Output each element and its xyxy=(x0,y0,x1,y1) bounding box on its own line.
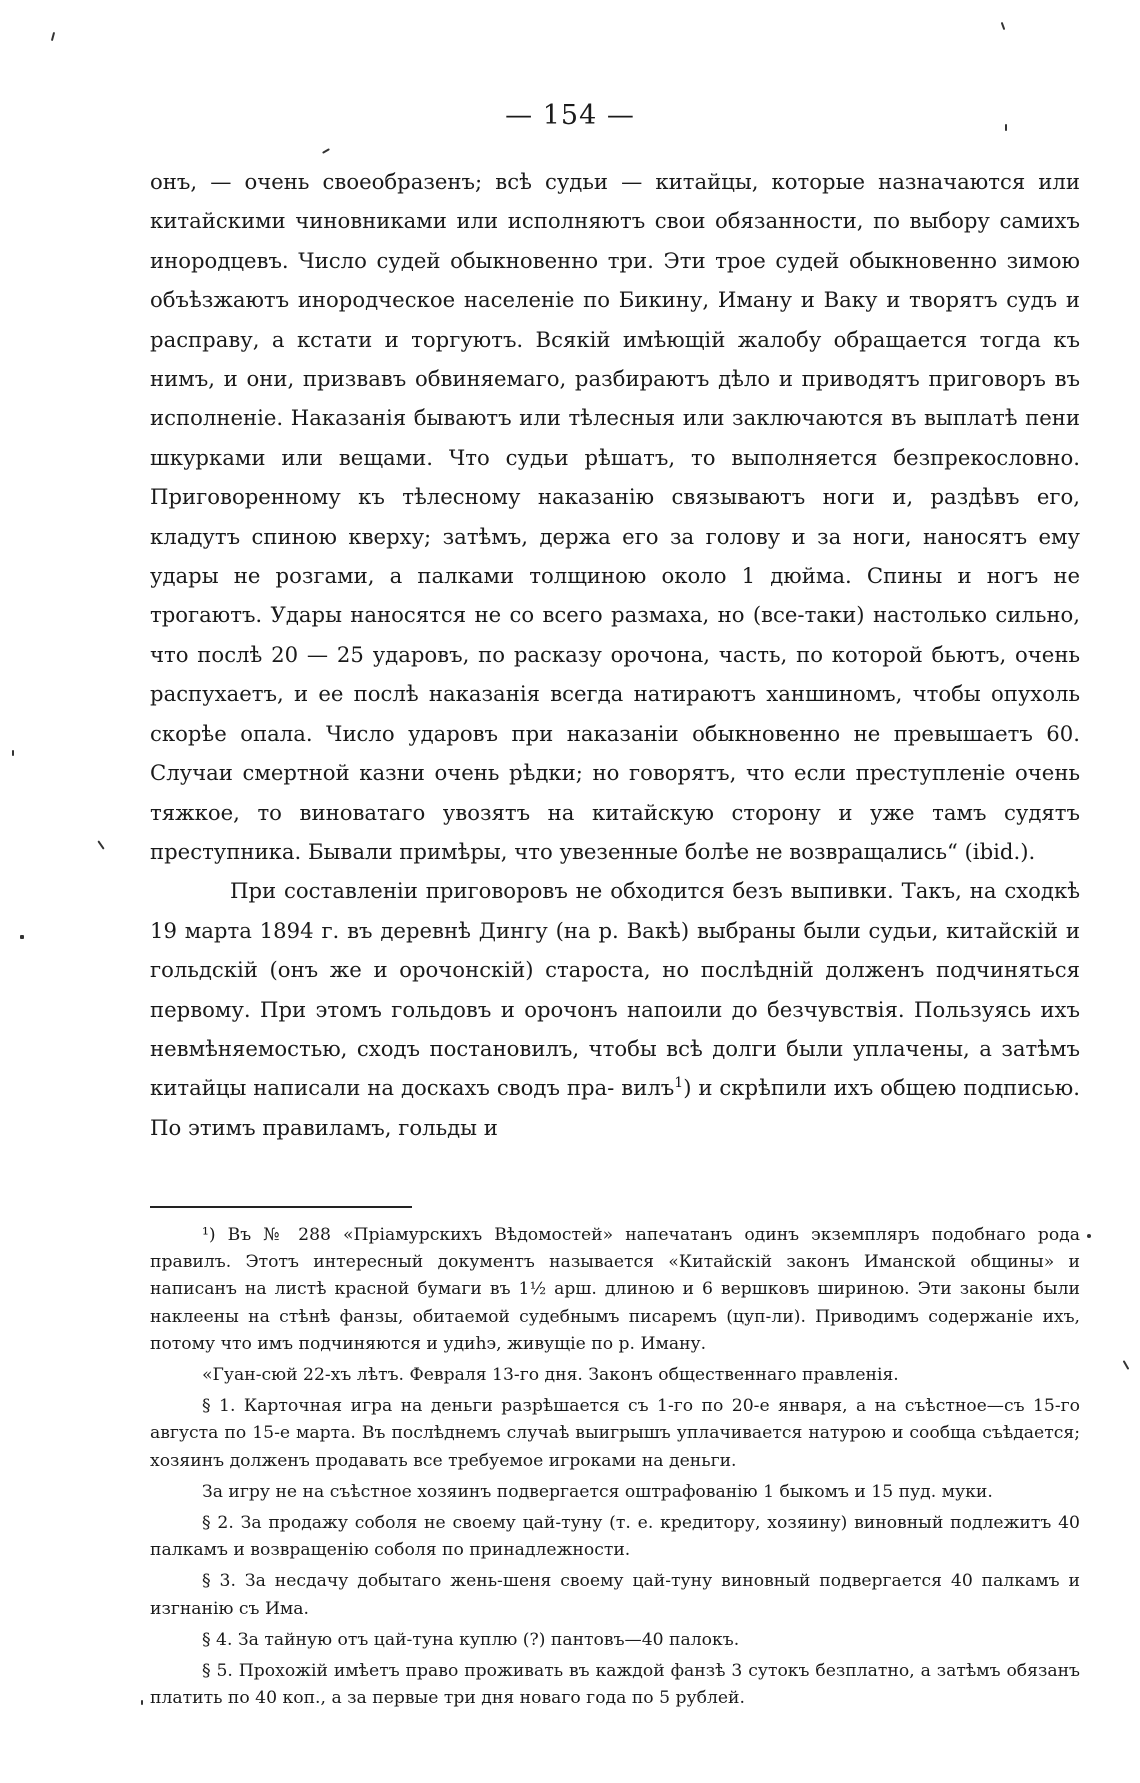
main-text xyxy=(150,162,1080,1147)
footnote-section-5: § 5. Прохожій имѣетъ право проживать въ каждой фанзѣ 3 сутокъ безплатно, а затѣмъ обязанъ платить по 40 коп., а за первые три дня новаго года по 5 рублей. xyxy=(150,1661,1080,1709)
footnote-law-header: «Гуан-сюй 22-хъ лѣтъ. Февраля 13-го дня. Законъ общественнаго правленія. xyxy=(202,1365,899,1386)
paragraph-1: онъ, — очень своеобразенъ; всѣ судьи — китайцы, которые назначаются или китайскими чиновниками или исполняютъ свои обязанности, по выбору самихъ инородцевъ. Число судей обыкновенно три. Эти трое судей обыкновенно зимою объѣзжаютъ инородческое населеніе по Бикину, Иману и Ваку и творятъ судъ и расправу, а кстати и торгуютъ. Всякій имѣющій жалобу обращается тогда къ нимъ, и они, призвавъ обвиняемаго, разбираютъ дѣло и приводятъ приговоръ въ исполненіе. Наказанія бываютъ или тѣлесныя или заключаются въ выплатѣ пени шкурками или вещами. Что судьи рѣшатъ, то выполняется безпрекословно. Приговоренному къ тѣлесному наказанію связываютъ ноги и, раздѣвъ его, кладутъ спиною кверху; затѣмъ, держа его за голову и за ноги, наносятъ ему удары не розгами, а палками толщиною около 1 дюйма. Спины и ногъ не трогаютъ. Удары наносятся не со всего размаха, но (все-таки) настолько сильно, что послѣ 20 — 25 ударовъ, по расказу орочона, часть, по которой бьютъ, очень распухаетъ, и ее послѣ наказанія всегда натираютъ ханшиномъ, чтобы опухоль скорѣе опала. Число ударовъ при наказаніи обыкновенно не превышаетъ 60. Случаи смертной казни очень рѣдки; но говорятъ, что если преступленіе очень тяжкое, то виноватаго увозятъ на китайскую сторону и уже тамъ судятъ преступника. Бывали примѣры, что увезенные болѣе не возвращались“ (ibid.). xyxy=(150,169,1080,864)
scan-speck xyxy=(97,840,104,849)
scan-speck xyxy=(12,750,14,756)
footnotes xyxy=(150,1222,1080,1716)
paragraph-2-end-a: вилъ xyxy=(621,1075,675,1101)
paragraph-2 xyxy=(150,871,1080,1147)
scan-speck xyxy=(20,935,24,939)
footnote-section-3: § 3. За несдачу добытаго жень-шеня своему цай-туну виновный подвергается 40 палкамъ и изгнанію съ Има. xyxy=(150,1571,1080,1619)
scan-speck xyxy=(322,148,330,154)
scan-speck xyxy=(51,32,55,41)
page-number: — 154 — xyxy=(505,100,635,131)
footnote-divider xyxy=(150,1206,412,1208)
footnote-1: ¹) Въ № 288 «Пріамурскихъ Вѣдомостей» напечатанъ одинъ экземпляръ подобнаго рода правилъ. Этотъ интересный документъ называется «Китайскій законъ Иманской общины» и написанъ на листѣ красной бумаги въ 1½ арш. длиною и 6 вершковъ шириною. Эти законы были наклеены на стѣнѣ фанзы, обитаемой судебнымъ писаремъ (цуп-ли). Приводимъ содержаніе ихъ, потому что имъ подчиняются и удиһэ, живущіе по р. Иману. xyxy=(150,1225,1080,1354)
scan-speck xyxy=(141,1700,143,1705)
footnote-section-1: § 1. Карточная игра на деньги разрѣшается съ 1-го по 20-е января, а на съѣстное—съ 15-го августа по 15-е марта. Въ послѣднемъ случаѣ выигрышъ уплачивается натурою и сообща съѣдается; хозяинъ долженъ продавать все требуемое игроками на деньги. xyxy=(150,1396,1080,1471)
scan-speck xyxy=(1123,1360,1130,1370)
scan-speck xyxy=(1005,124,1007,131)
paragraph-2-text: При составленіи приговоровъ не обходится безъ выпивки. Такъ, на сходкѣ 19 марта 1894 г. въ деревнѣ Дингу (на р. Вакѣ) выбраны были судьи, китайскій и гольдскій (онъ же и орочонскій) староста, но послѣдній долженъ подчиняться первому. При этомъ гольдовъ и орочонъ напоили до безчувствія. Пользуясь ихъ невмѣняемостью, сходъ постановилъ, чтобы всѣ долги были уплачены, а затѣмъ китайцы написали на доскахъ сводъ пра- xyxy=(150,878,1080,1101)
scan-speck xyxy=(1087,1234,1091,1238)
footnote-section-2: § 2. За продажу соболя не своему цай-туну (т. е. кредитору, хозяину) виновный подлежитъ 40 палкамъ и возвращенію соболя по принадлежности. xyxy=(150,1513,1080,1561)
footnote-reference[interactable]: 1 xyxy=(674,1075,684,1092)
footnote-section-1b: За игру не на съѣстное хозяинъ подвергается оштрафованію 1 быкомъ и 15 пуд. муки. xyxy=(202,1481,993,1502)
scan-speck xyxy=(1001,22,1006,30)
footnote-section-4: § 4. За тайную отъ цай-туна куплю (?) пантовъ—40 палокъ. xyxy=(202,1629,740,1650)
paragraph-2-end-b: ) и скрѣпили ихъ общею подписью. По этимъ правиламъ, гольды и xyxy=(150,1075,1080,1140)
